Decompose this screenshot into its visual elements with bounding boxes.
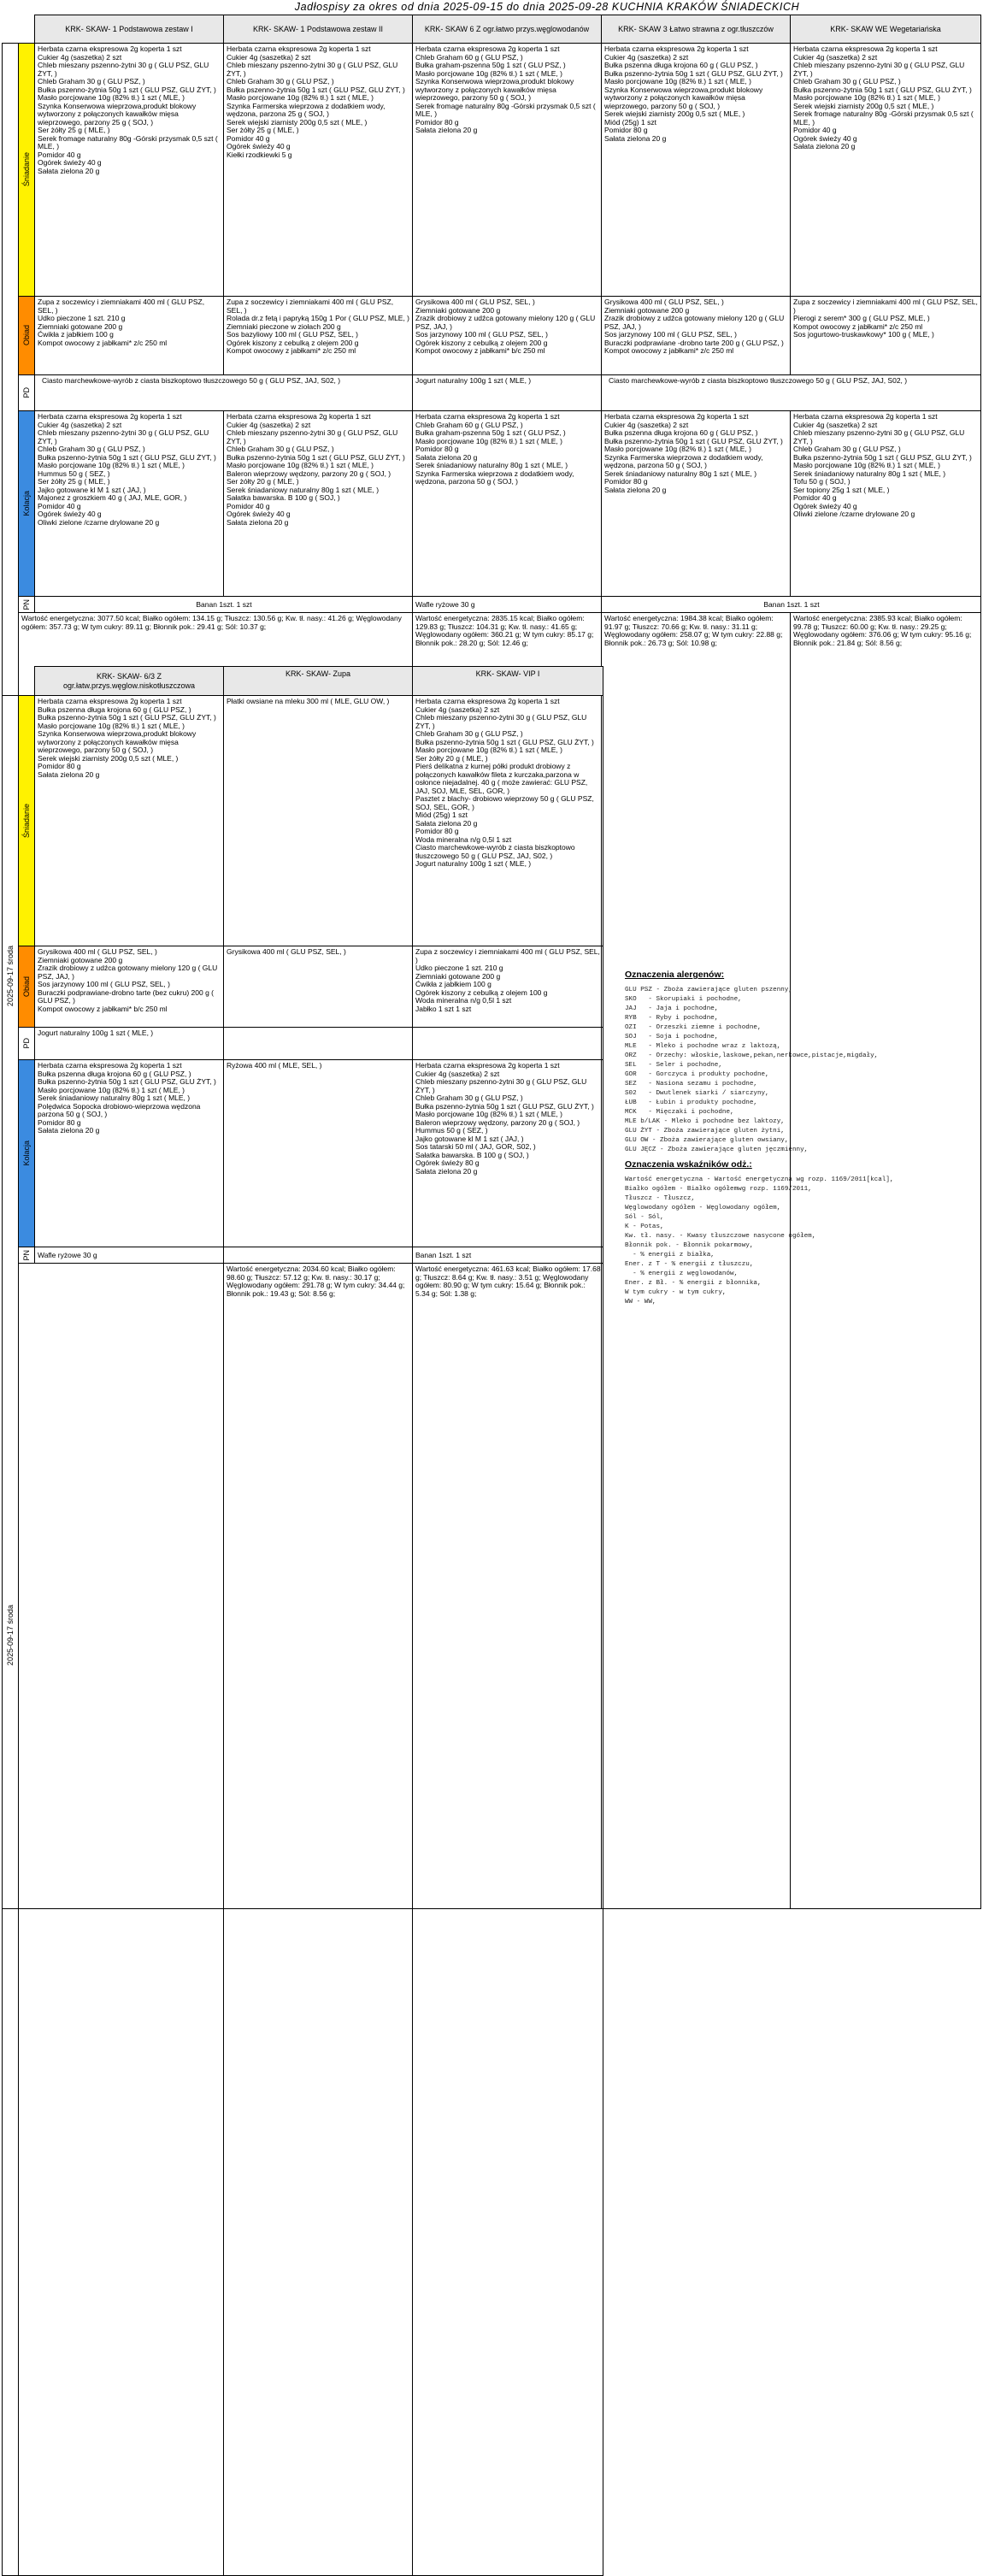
meal-label-pn: PN [19,597,35,613]
diet-header: KRK- SKAW 3 Łatwo strawna z ogr.tłuszczów [602,15,791,44]
menu-cell: Ciasto marchewkowe-wyrób z ciasta biszkoptowo tłuszczowego 50 g ( GLU PSZ, JAJ, S02, ) [602,375,981,411]
menu-cell: Zupa z soczewicy i ziemniakami 400 ml ( GLU PSZ, SEL, ) Udko pieczone 1 szt. 210 g Ziemniaki gotowane 200 g Ćwikła z jabłkiem 100 g Ogórek kiszony z cebulką z olejem 100 g Woda mineralna n/g 0,5l 1 szt Jabłko 1 szt 1 szt [413,946,603,1028]
page-title: Jadłospisy za okres od dnia 2025-09-15 do dnia 2025-09-28 KUCHNIA KRAKÓW ŚNIADECKICH [294,1,800,13]
menu-table-2 [2,666,603,2576]
diet-header: KRK- SKAW- VIP I [413,667,603,696]
menu-cell: Banan 1szt. 1 szt [602,597,981,613]
menu-cell: Wafle ryżowe 30 g [413,597,602,613]
corner-blank [3,667,35,696]
empty-cell [224,1028,603,1060]
nutrition-cell: Wartość energetyczna: 1984.38 kcal; Białko ogółem: 91.97 g; Tłuszcz: 70.66 g; Kw. tł. nasy.: 31.11 g; Węglowodany ogółem: 258.07 g; W tym cukry: 22.88 g; Błonnik pok.: 26.73 g; Sól: 10.98 g; [602,613,791,1909]
menu-cell: Herbata czarna ekspresowa 2g koperta 1 szt Chleb Graham 60 g ( GLU PSZ, ) Bułka graham-pszenna 50g 1 szt ( GLU PSZ, ) Masło porcjowane 10g (82% tł.) 1 szt ( MLE, ) Szynka Konserwowa wieprzowa,produkt blokowy wytworzony z połączonych kawałków mięsa wieprzowego, parzony 50 g ( SOJ, ) Serek fromage naturalny 80g -Górski przysmak 0,5 szt ( MLE, ) Pomidor 80 g Sałata zielona 20 g [413,44,602,297]
menu-cell: Herbata czarna ekspresowa 2g koperta 1 szt Cukier 4g (saszetka) 2 szt Chleb mieszany pszenno-żytni 30 g ( GLU PSZ, GLU ŻYT, ) Chleb Graham 30 g ( GLU PSZ, ) Bułka pszenno-żytnia 50g 1 szt ( GLU PSZ, GLU ŻYT, ) Masło porcjowane 10g (82% tł.) 1 szt ( MLE, ) Baleron wieprzowy wędzony, parzony 20 g ( SOJ, ) Ser żółty 20 g ( MLE, ) Serek śniadaniowy naturalny 80g 1 szt ( MLE, ) Sałatka bawarska. B 100 g ( SOJ, ) Pomidor 40 g Ogórek świeży 40 g Sałata zielona 20 g [224,411,413,597]
menu-cell: Wafle ryżowe 30 g [35,1247,224,1264]
menu-cell: Zupa z soczewicy i ziemniakami 400 ml ( GLU PSZ, SEL, ) Pierogi z serem* 300 g ( GLU PSZ, MLE, ) Kompot owocowy z jabłkami* z/c 250 ml Sos jogurtowo-truskawkowy* 100 g ( MLE, ) [791,297,981,375]
menu-cell: Grysikowa 400 ml ( GLU PSZ, SEL, ) Ziemniaki gotowane 200 g Zrazik drobiowy z udźca gotowany mielony 120 g ( GLU PSZ, JAJ, ) Sos jarzynowy 100 ml ( GLU PSZ, SEL, ) Buraczki podprawiane -drobno tarte 200 g ( GLU PSZ, ) Kompot owocowy z jabłkami* z/c 250 ml [602,297,791,375]
menu-cell: Zupa z soczewicy i ziemniakami 400 ml ( GLU PSZ, SEL, ) Rolada dr.z fetą i papryką 150g 1 Por ( GLU PSZ, MLE, ) Ziemniaki pieczone w ziołach 200 g Sos bazyliowy 100 ml ( GLU PSZ, SEL, ) Ogórek kiszony z cebulką z olejem 200 g Kompot owocowy z jabłkami* z/c 250 ml [224,297,413,375]
diet-header: KRK- SKAW- 1 Podstawowa zestaw II [224,15,413,44]
menu-cell: Ciasto marchewkowe-wyrób z ciasta biszkoptowo tłuszczowego 50 g ( GLU PSZ, JAJ, S02, ) [35,375,413,411]
menu-cell: Herbata czarna ekspresowa 2g koperta 1 szt Bułka pszenna długa krojona 60 g ( GLU PSZ, ) Bułka pszenno-żytnia 50g 1 szt ( GLU PSZ, GLU ŻYT, ) Masło porcjowane 10g (82% tł.) 1 szt ( MLE, ) Serek śniadaniowy naturalny 80g 1 szt ( MLE, ) Polędwica Sopocka drobiowo-wieprzowa wędzona parzona 50 g ( SOJ, ) Pomidor 80 g Sałata zielona 20 g [35,1060,224,1247]
meal-label-kolacja: Kolacja [19,411,35,597]
allergens-list: GLU PSZ - Zboża zawierające gluten pszenny, SKO - Skorupiaki i pochodne, JAJ - Jaja i pochodne, RYB - Ryby i pochodne, OZI - Orzeszki ziemne i pochodne, SOJ - Soja i pochodne, MLE - Mleko i pochodne wraz z laktozą, ORZ - Orzechy: włoskie,laskowe,pekan,nerkowce,pistacje,migdały, SEL - Seler i pochodne, GOR - Gorczyca i produkty pochodne, SEZ - Nasiona sezamu i pochodne, S02 - Dwutlenek siarki / siarczyny, ŁUB - Łubin i produkty pochodne, MCK - Mięczaki i pochodne, MLE b/LAK - Mleko i pochodne bez laktozy, GLU ŻYT - Zboża zawierające gluten żytni, GLU OW - Zboża zawierające gluten owsiany, GLU JĘCZ - Zboża zawierające gluten jęczmienny, [625,986,879,1153]
meal-label-pd: PD [19,375,35,411]
menu-cell: Jogurt naturalny 100g 1 szt ( MLE, ) [35,1028,224,1060]
menu-cell: Herbata czarna ekspresowa 2g koperta 1 szt Chleb Graham 60 g ( GLU PSZ, ) Bułka graham-pszenna 50g 1 szt ( GLU PSZ, ) Masło porcjowane 10g (82% tł.) 1 szt ( MLE, ) Pomidor 80 g Sałata zielona 20 g Serek śniadaniowy naturalny 80g 1 szt ( MLE, ) Szynka Farmerska wieprzowa z dodatkiem wody, wędzona, parzona 50 g ( SOJ, ) [413,411,602,597]
menu-cell: Herbata czarna ekspresowa 2g koperta 1 szt Cukier 4g (saszetka) 2 szt Chleb mieszany pszenno-żytni 30 g ( GLU PSZ, GLU ŻYT, ) Chleb Graham 30 g ( GLU PSZ, ) Bułka pszenno-żytnia 50g 1 szt ( GLU PSZ, GLU ŻYT, ) Masło porcjowane 10g (82% tł.) 1 szt ( MLE, ) Ser żółty 20 g ( MLE, ) Pierś delikatna z kurnej półki produkt drobiowy z połączonych kawałków fileta z kurczaka,parzona w osłonce niejadalnej. 40 g ( może zawierać: GLU PSZ, JAJ, SOJ, MLE, SEL, GOR, ) Pasztet z blachy- drobiowo wieprzowy 50 g ( GLU PSZ, SOJ, SEL, GOR, ) Miód (25g) 1 szt Sałata zielona 20 g Pomidor 80 g Woda mineralna n/g 0,5l 1 szt Ciasto marchewkowe-wyrób z ciasta biszkoptowo tłuszczowego 50 g ( GLU PSZ, JAJ, S02, ) Jogurt naturalny 100g 1 szt ( MLE, ) [413,696,603,946]
menu-cell: Jogurt naturalny 100g 1 szt ( MLE, ) [413,375,602,411]
menu-cell: Herbata czarna ekspresowa 2g koperta 1 szt Cukier 4g (saszetka) 2 szt Chleb mieszany pszenno-żytni 30 g ( GLU PSZ, GLU ŻYT, ) Chleb Graham 30 g ( GLU PSZ, ) Bułka pszenno-żytnia 50g 1 szt ( GLU PSZ, GLU ŻYT, ) Masło porcjowane 10g (82% tł.) 1 szt ( MLE, ) Szynka Farmerska wieprzowa z dodatkiem wody, wędzona, parzona 25 g ( SOJ, ) Serek wiejski ziarnisty 200g 0,5 szt ( MLE, ) Ser żółty 25 g ( MLE, ) Pomidor 40 g Ogórek świeży 40 g Kiełki rzodkiewki 5 g [224,44,413,297]
meal-label-sniadanie: Śniadanie [19,696,35,946]
menu-cell: Herbata czarna ekspresowa 2g koperta 1 szt Cukier 4g (saszetka) 2 szt Bułka pszenna długa krojona 60 g ( GLU PSZ, ) Bułka pszenno-żytnia 50g 1 szt ( GLU PSZ, GLU ŻYT, ) Masło porcjowane 10g (82% tł.) 1 szt ( MLE, ) Szynka Farmerska wieprzowa z dodatkiem wody, wędzona, parzona 50 g ( SOJ, ) Serek śniadaniowy naturalny 80g 1 szt ( MLE, ) Pomidor 80 g Sałata zielona 20 g [602,411,791,597]
meal-label-obiad: Obiad [19,946,35,1028]
meal-label-obiad: Obiad [19,297,35,375]
menu-cell: Zupa z soczewicy i ziemniakami 400 ml ( GLU PSZ, SEL, ) Udko pieczone 1 szt. 210 g Ziemniaki gotowane 200 g Ćwikła z jabłkiem 100 g Kompot owocowy z jabłkami* z/c 250 ml [35,297,224,375]
menu-cell: Herbata czarna ekspresowa 2g koperta 1 szt Cukier 4g (saszetka) 2 szt Chleb mieszany pszenno-żytni 30 g ( GLU PSZ, GLU ŻYT, ) Chleb Graham 30 g ( GLU PSZ, ) Bułka pszenno-żytnia 50g 1 szt ( GLU PSZ, GLU ŻYT, ) Masło porcjowane 10g (82% tł.) 1 szt ( MLE, ) Baleron wieprzowy wędzony, parzony 20 g ( SOJ, ) Hummus 50 g ( SEZ, ) Jajko gotowane kl M 1 szt ( JAJ, ) Sos tatarski 50 ml ( JAJ, GOR, S02, ) Sałatka bawarska. B 100 g ( SOJ, ) Ogórek świeży 80 g Sałata zielona 20 g [413,1060,603,1247]
menu-cell: Ryżowa 400 ml ( MLE, SEL, ) [224,1060,413,1247]
menu-cell: Herbata czarna ekspresowa 2g koperta 1 szt Cukier 4g (saszetka) 2 szt Bułka pszenna długa krojona 60 g ( GLU PSZ, ) Bułka pszenno-żytnia 50g 1 szt ( GLU PSZ, GLU ŻYT, ) Masło porcjowane 10g (82% tł.) 1 szt ( MLE, ) Szynka Konserwowa wieprzowa,produkt blokowy wytworzony z połączonych kawałków mięsa wieprzowego, parzony 50 g ( SOJ, ) Serek wiejski ziarnisty 200g 0,5 szt ( MLE, ) Miód (25g) 1 szt Pomidor 80 g Sałata zielona 20 g [602,44,791,297]
nutrition-lead [19,1264,224,2576]
menu-cell: Herbata czarna ekspresowa 2g koperta 1 szt Cukier 4g (saszetka) 2 szt Chleb mieszany pszenno-żytni 30 g ( GLU PSZ, GLU ŻYT, ) Chleb Graham 30 g ( GLU PSZ, ) Bułka pszenno-żytnia 50g 1 szt ( GLU PSZ, GLU ŻYT, ) Masło porcjowane 10g (82% tł.) 1 szt ( MLE, ) Serek śniadaniowy naturalny 80g 1 szt ( MLE, ) Tofu 50 g ( SOJ, ) Ser topiony 25g 1 szt ( MLE, ) Pomidor 40 g Ogórek świeży 40 g Oliwki zielone /czarne drylowane 20 g [791,411,981,597]
menu-cell: Herbata czarna ekspresowa 2g koperta 1 szt Cukier 4g (saszetka) 2 szt Chleb mieszany pszenno-żytni 30 g ( GLU PSZ, GLU ŻYT, ) Chleb Graham 30 g ( GLU PSZ, ) Bułka pszenno-żytnia 50g 1 szt ( GLU PSZ, GLU ŻYT, ) Masło porcjowane 10g (82% tł.) 1 szt ( MLE, ) Hummus 50 g ( SEZ, ) Ser żółty 25 g ( MLE, ) Jajko gotowane kl M 1 szt ( JAJ, ) Majonez z groszkiem 40 g ( JAJ, MLE, GOR, ) Pomidor 40 g Ogórek świeży 40 g Oliwki zielone /czarne drylowane 20 g [35,411,224,597]
meal-label-sniadanie: Śniadanie [19,44,35,297]
menu-cell: Grysikowa 400 ml ( GLU PSZ, SEL, ) Ziemniaki gotowane 200 g Zrazik drobiowy z udźca gotowany mielony 120 g ( GLU PSZ, JAJ, ) Sos jarzynowy 100 ml ( GLU PSZ, SEL, ) Buraczki podprawiane-drobno tarte (bez cukru) 200 g ( GLU PSZ, ) Kompot owocowy z jabłkami* b/c 250 ml [35,946,224,1028]
menu-cell: Banan 1szt. 1 szt [413,1247,603,1264]
menu-cell: Herbata czarna ekspresowa 2g koperta 1 szt Cukier 4g (saszetka) 2 szt Chleb mieszany pszenno-żytni 30 g ( GLU PSZ, GLU ŻYT, ) Chleb Graham 30 g ( GLU PSZ, ) Bułka pszenno-żytnia 50g 1 szt ( GLU PSZ, GLU ŻYT, ) Masło porcjowane 10g (82% tł.) 1 szt ( MLE, ) Serek wiejski ziarnisty 200g 0,5 szt ( MLE, ) Serek fromage naturalny 80g -Górski przysmak 0,5 szt ( MLE, ) Pomidor 40 g Ogórek świeży 40 g Sałata zielona 20 g [791,44,981,297]
date-label: 2025-09-17 środa [3,696,19,2576]
menu-cell: Grysikowa 400 ml ( GLU PSZ, SEL, ) [224,946,413,1028]
allergens-title: Oznaczenia alergenów: [625,970,725,980]
legend [625,970,980,1307]
diet-header: KRK- SKAW WE Wegetariańska [791,15,981,44]
meal-label-pd: PD [19,1028,35,1060]
diet-header: KRK- SKAW- 1 Podstawowa zestaw I [35,15,224,44]
diet-header: KRK- SKAW- 6/3 Z ogr.łatw.przys.węglow.niskotłuszczowa [35,667,224,696]
meal-label-kolacja: Kolacja [19,1060,35,1247]
date-label: 2025-09-17 środa [3,44,19,1909]
menu-cell: Grysikowa 400 ml ( GLU PSZ, SEL, ) Ziemniaki gotowane 200 g Zrazik drobiowy z udźca gotowany mielony 120 g ( GLU PSZ, JAJ, ) Sos jarzynowy 100 ml ( GLU PSZ, SEL, ) Ogórek kiszony z cebulką z olejem 200 g Kompot owocowy z jabłkami* b/c 250 ml [413,297,602,375]
meal-label-pn: PN [19,1247,35,1264]
menu-cell: Herbata czarna ekspresowa 2g koperta 1 szt Cukier 4g (saszetka) 2 szt Chleb mieszany pszenno-żytni 30 g ( GLU PSZ, GLU ŻYT, ) Chleb Graham 30 g ( GLU PSZ, ) Bułka pszenno-żytnia 50g 1 szt ( GLU PSZ, GLU ŻYT, ) Masło porcjowane 10g (82% tł.) 1 szt ( MLE, ) Szynka Konserwowa wieprzowa,produkt blokowy wytworzony z połączonych kawałków mięsa wieprzowego, parzony 25 g ( SOJ, ) Ser żółty 25 g ( MLE, ) Serek fromage naturalny 80g -Górski przysmak 0,5 szt ( MLE, ) Pomidor 40 g Ogórek świeży 40 g Sałata zielona 20 g [35,44,224,297]
menu-cell: Płatki owsiane na mleku 300 ml ( MLE, GLU OW, ) [224,696,413,946]
menu-cell: Herbata czarna ekspresowa 2g koperta 1 szt Bułka pszenna długa krojona 60 g ( GLU PSZ, ) Bułka pszenno-żytnia 50g 1 szt ( GLU PSZ, GLU ŻYT, ) Masło porcjowane 10g (82% tł.) 1 szt ( MLE, ) Szynka Konserwowa wieprzowa,produkt blokowy wytworzony z połączonych kawałków mięsa wieprzowego, parzony 50 g ( SOJ, ) Serek wiejski ziarnisty 200g 0,5 szt ( MLE, ) Pomidor 80 g Sałata zielona 20 g [35,696,224,946]
indicators-title: Oznaczenia wskaźników odż.: [625,1158,752,1170]
nutrition-cell: Wartość energetyczna: 3077.50 kcal; Białko ogółem: 134.15 g; Tłuszcz: 130.56 g; Kw. tł. nasy.: 41.26 g; Węglowodany ogółem: 357.73 g; W tym cukry: 89.11 g; Błonnik pok.: 29.41 g; Sól: 10.37 g; [19,613,413,1909]
nutrition-cell: Wartość energetyczna: 2835.15 kcal; Białko ogółem: 129.83 g; Tłuszcz: 104.31 g; Kw. tł. nasy.: 41.65 g; Węglowodany ogółem: 360.21 g; W tym cukry: 85.17 g; Błonnik pok.: 28.20 g; Sól: 12.46 g; [413,613,602,1909]
indicators-list: Wartość energetyczna - Wartość energetyczna wg rozp. 1169/2011[kcal], Białko ogółem - Białko ogółemwg rozp. 1169/2011, Tłuszcz - Tłuszcz, Węglowodany ogółem - Węglowodany ogółem, Sól - Sól, K - Potas, Kw. tł. nasy. - Kwasy tłuszczowe nasycone ogółem, Błonnik pok. - Błonnik pokarmowy, - % energii z białka, Ener. z T - % energii z tłuszczu, - % energii z węglowodanów, Ener. z Bł. - % energii z błonnika, W tym cukry - w tym cukry, WW - WW, [625,1176,894,1306]
nutrition-cell: Wartość energetyczna: 2385.93 kcal; Białko ogółem: 99.78 g; Tłuszcz: 60.00 g; Kw. tł. nasy.: 29.25 g; Węglowodany ogółem: 376.06 g; W tym cukry: 95.16 g; Błonnik pok.: 21.84 g; Sól: 8.56 g; [791,613,981,1909]
nutrition-cell: Wartość energetyczna: 461.63 kcal; Białko ogółem: 17.68 g; Tłuszcz: 8.64 g; Kw. tł. nasy.: 3.51 g; Węglowodany ogółem: 80.90 g; W tym cukry: 15.64 g; Błonnik pok.: 5.34 g; Sól: 1.38 g; [413,1264,603,2576]
nutrition-cell: Wartość energetyczna: 2034.60 kcal; Białko ogółem: 98.60 g; Tłuszcz: 57.12 g; Kw. tł. nasy.: 30.17 g; Węglowodany ogółem: 291.78 g; W tym cukry: 34.44 g; Błonnik pok.: 19.43 g; Sól: 8.56 g; [224,1264,413,2576]
menu-cell: Banan 1szt. 1 szt [35,597,413,613]
diet-header: KRK- SKAW 6 Z ogr.łatwo przys.węglowodanów [413,15,602,44]
corner-blank [3,15,35,44]
diet-header: KRK- SKAW- Zupa [224,667,413,696]
empty-cell [224,1247,413,1264]
